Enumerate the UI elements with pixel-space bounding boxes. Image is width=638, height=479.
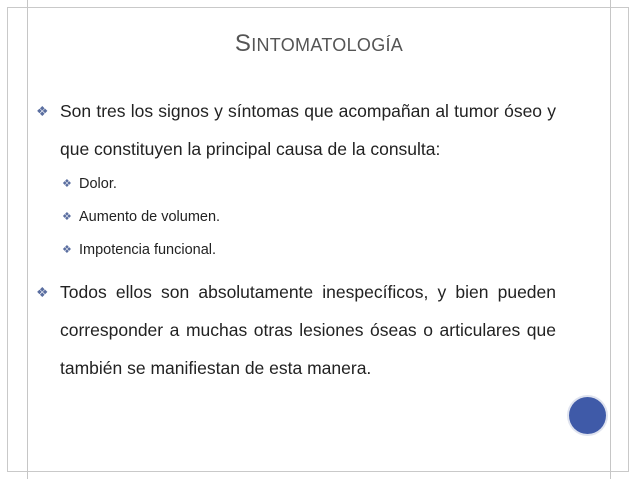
- title-rest: INTOMATOLOGÍA: [251, 35, 404, 55]
- diamond-sub-bullet-icon: ❖: [62, 244, 72, 256]
- decorative-circle: [569, 397, 606, 434]
- bullet-item-1: [36, 92, 556, 168]
- diamond-sub-bullet-icon: ❖: [62, 211, 72, 223]
- sub-item-3-text: Impotencia funcional.: [79, 242, 217, 258]
- sub-item-1-text: Dolor.: [79, 176, 117, 192]
- slide-title: [0, 30, 638, 58]
- bullet-item-2-text: Todos ellos son absolutamente inespecíficos, y bien pueden corresponder a muchas otras lesiones óseas o articulares que también se manifiestan de esta manera.: [60, 282, 556, 378]
- diamond-bullet-icon: ❖: [36, 284, 49, 300]
- sub-item-2-text: Aumento de volumen.: [79, 209, 221, 225]
- right-border-line: [610, 0, 611, 479]
- left-border-line: [27, 0, 28, 479]
- sub-item-2: [36, 201, 556, 234]
- diamond-bullet-icon: ❖: [36, 103, 49, 119]
- sub-item-1: [36, 168, 556, 201]
- slide-content: [36, 92, 556, 387]
- sub-list: [36, 168, 556, 267]
- bullet-item-1-text: Son tres los signos y síntomas que acompañan al tumor óseo y que constituyen la principal causa de la consulta:: [60, 101, 556, 159]
- sub-item-3: [36, 234, 556, 267]
- bullet-item-2: [36, 273, 556, 387]
- diamond-sub-bullet-icon: ❖: [62, 178, 72, 190]
- title-first-letter: S: [234, 30, 252, 57]
